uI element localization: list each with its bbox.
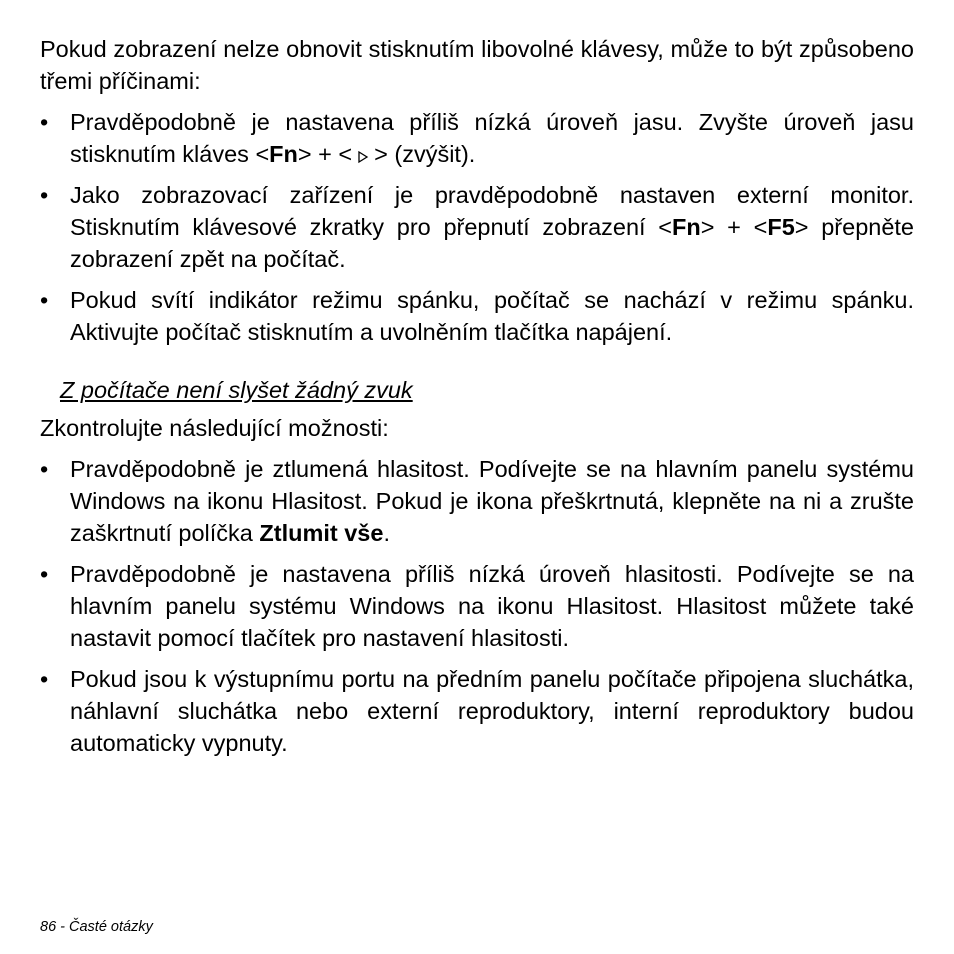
bullet-marker: •: [40, 287, 49, 313]
display-causes-list: [40, 106, 914, 348]
bullet-marker: •: [40, 456, 49, 482]
sound-causes-list: [40, 453, 914, 759]
bullet-marker: •: [40, 109, 49, 135]
bold-term: Ztlumit vše: [259, 520, 384, 546]
bullet-marker: •: [40, 666, 49, 692]
list-item: • Pravděpodobně je nastavena příliš nízká úroveň jasu. Zvyšte úroveň jasu stisknutím kláves <Fn> + < > (zvýšit).: [40, 106, 914, 170]
list-item: • Pravděpodobně je ztlumená hlasitost. Podívejte se na hlavním panelu systému Windows na ikonu Hlasitost. Pokud je ikona přeškrtnutá, klepněte na ni a zrušte zaškrtnutí políčka Ztlumit vše.: [40, 453, 914, 549]
key-f5: F5: [767, 214, 795, 240]
list-item: • Pokud jsou k výstupnímu portu na předním panelu počítače připojena sluchátka, náhlavní sluchátka nebo externí reproduktory, interní reproduktory budou automaticky vypnuty.: [40, 663, 914, 759]
page-content: [40, 33, 914, 759]
intro-paragraph: Pokud zobrazení nelze obnovit stisknutím libovolné klávesy, může to být způsobeno třemi příčinami:: [40, 36, 914, 94]
list-item: • Pokud svítí indikátor režimu spánku, počítač se nachází v režimu spánku. Aktivujte počítač stisknutím a uvolněním tlačítka napájení.: [40, 284, 914, 348]
sound-intro: Zkontrolujte následující možnosti:: [40, 415, 389, 441]
section-heading: Z počítače není slyšet žádný zvuk: [60, 377, 413, 403]
bullet-marker: •: [40, 561, 49, 587]
brightness-up-icon: [356, 140, 370, 154]
bullet-marker: •: [40, 182, 49, 208]
key-fn: Fn: [672, 214, 701, 240]
list-item: • Jako zobrazovací zařízení je pravděpodobně nastaven externí monitor. Stisknutím klávesové zkratky pro přepnutí zobrazení <Fn> + <F5> přepněte zobrazení zpět na počítač.: [40, 179, 914, 275]
page-footer: 86 - Časté otázky: [40, 919, 153, 935]
key-fn: Fn: [269, 141, 298, 167]
list-item: • Pravděpodobně je nastavena příliš nízká úroveň hlasitosti. Podívejte se na hlavním panelu systému Windows na ikonu Hlasitost. Hlasitost můžete také nastavit pomocí tlačítek pro nastavení hlasitosti.: [40, 558, 914, 654]
